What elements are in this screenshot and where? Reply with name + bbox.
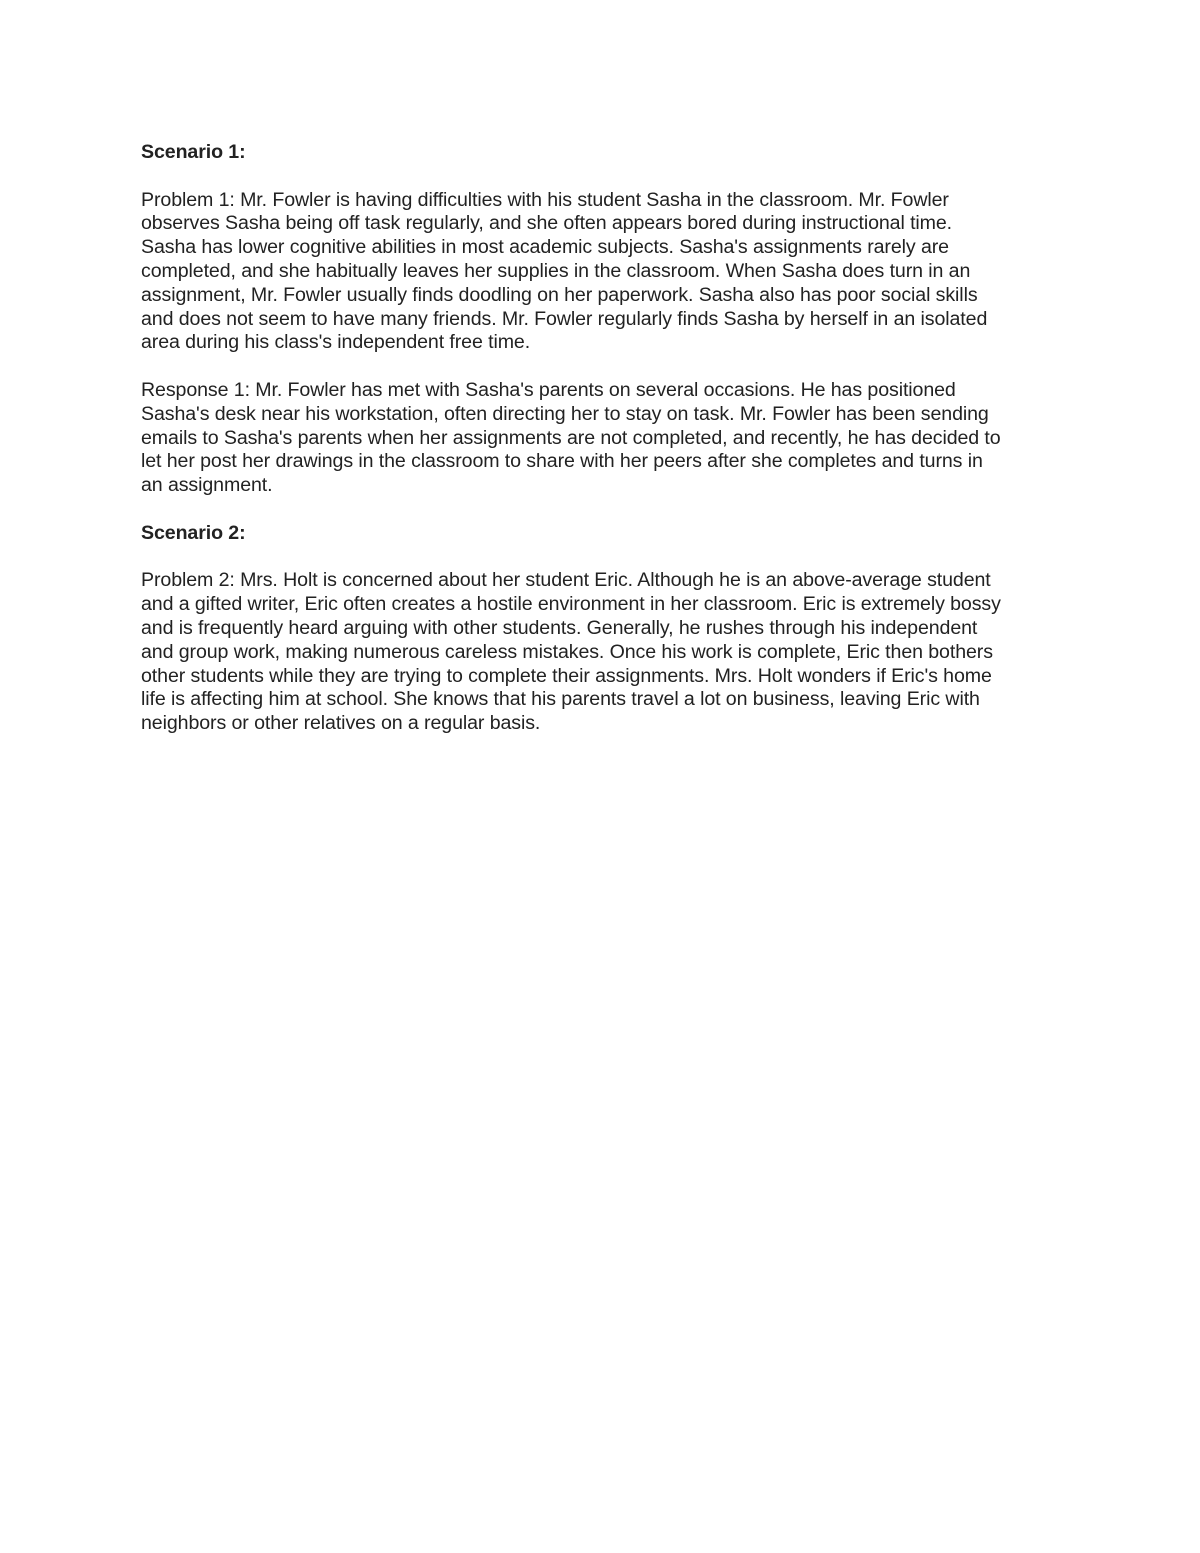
document-body bbox=[141, 141, 1066, 760]
text-line: assignment, Mr. Fowler usually finds doodling on her paperwork. Sasha also has poor social skills bbox=[141, 283, 978, 306]
text-line: observes Sasha being off task regularly, and she often appears bored during instructional time. bbox=[141, 212, 953, 235]
text-line: neighbors or other relatives on a regular basis. bbox=[141, 712, 541, 735]
text-line: completed, and she habitually leaves her supplies in the classroom. When Sasha does turn in an bbox=[141, 259, 971, 282]
response-1-paragraph bbox=[141, 379, 1066, 498]
text-line: and a gifted writer, Eric often creates a hostile environment in her classroom. Eric is extremely bossy bbox=[141, 593, 1001, 616]
text-line: Response 1: Mr. Fowler has met with Sasha's parents on several occasions. He has positioned bbox=[141, 378, 956, 401]
scenario-2-section bbox=[141, 522, 1066, 736]
text-line: area during his class's independent free time. bbox=[141, 331, 531, 354]
text-line: and is frequently heard arguing with other students. Generally, he rushes through his independent bbox=[141, 616, 978, 639]
scenario-1-section bbox=[141, 141, 1066, 498]
text-line: Problem 2: Mrs. Holt is concerned about her student Eric. Although he is an above-average student bbox=[141, 569, 991, 592]
text-line: let her post her drawings in the classroom to share with her peers after she completes and turns in bbox=[141, 450, 983, 473]
problem-2-paragraph bbox=[141, 569, 1066, 736]
scenario-1-heading: Scenario 1: bbox=[141, 141, 246, 163]
text-line: and group work, making numerous careless mistakes. Once his work is complete, Eric then bothers bbox=[141, 640, 993, 663]
text-line: an assignment. bbox=[141, 474, 273, 497]
text-line: other students while they are trying to complete their assignments. Mrs. Holt wonders if Eric's home bbox=[141, 664, 992, 687]
text-line: life is affecting him at school. She knows that his parents travel a lot on business, leaving Eric with bbox=[141, 688, 980, 711]
text-line: and does not seem to have many friends. Mr. Fowler regularly finds Sasha by herself in an isolated bbox=[141, 307, 988, 330]
scenario-2-heading: Scenario 2: bbox=[141, 521, 246, 544]
text-line: emails to Sasha's parents when her assignments are not completed, and recently, he has decided to bbox=[141, 426, 1001, 449]
text-line: Problem 1: Mr. Fowler is having difficulties with his student Sasha in the classroom. Mr. Fowler bbox=[141, 188, 949, 211]
text-line: Sasha's desk near his workstation, often directing her to stay on task. Mr. Fowler has been sending bbox=[141, 402, 989, 425]
problem-1-paragraph bbox=[141, 189, 1066, 356]
text-line: Sasha has lower cognitive abilities in most academic subjects. Sasha's assignments rarely are bbox=[141, 236, 949, 259]
